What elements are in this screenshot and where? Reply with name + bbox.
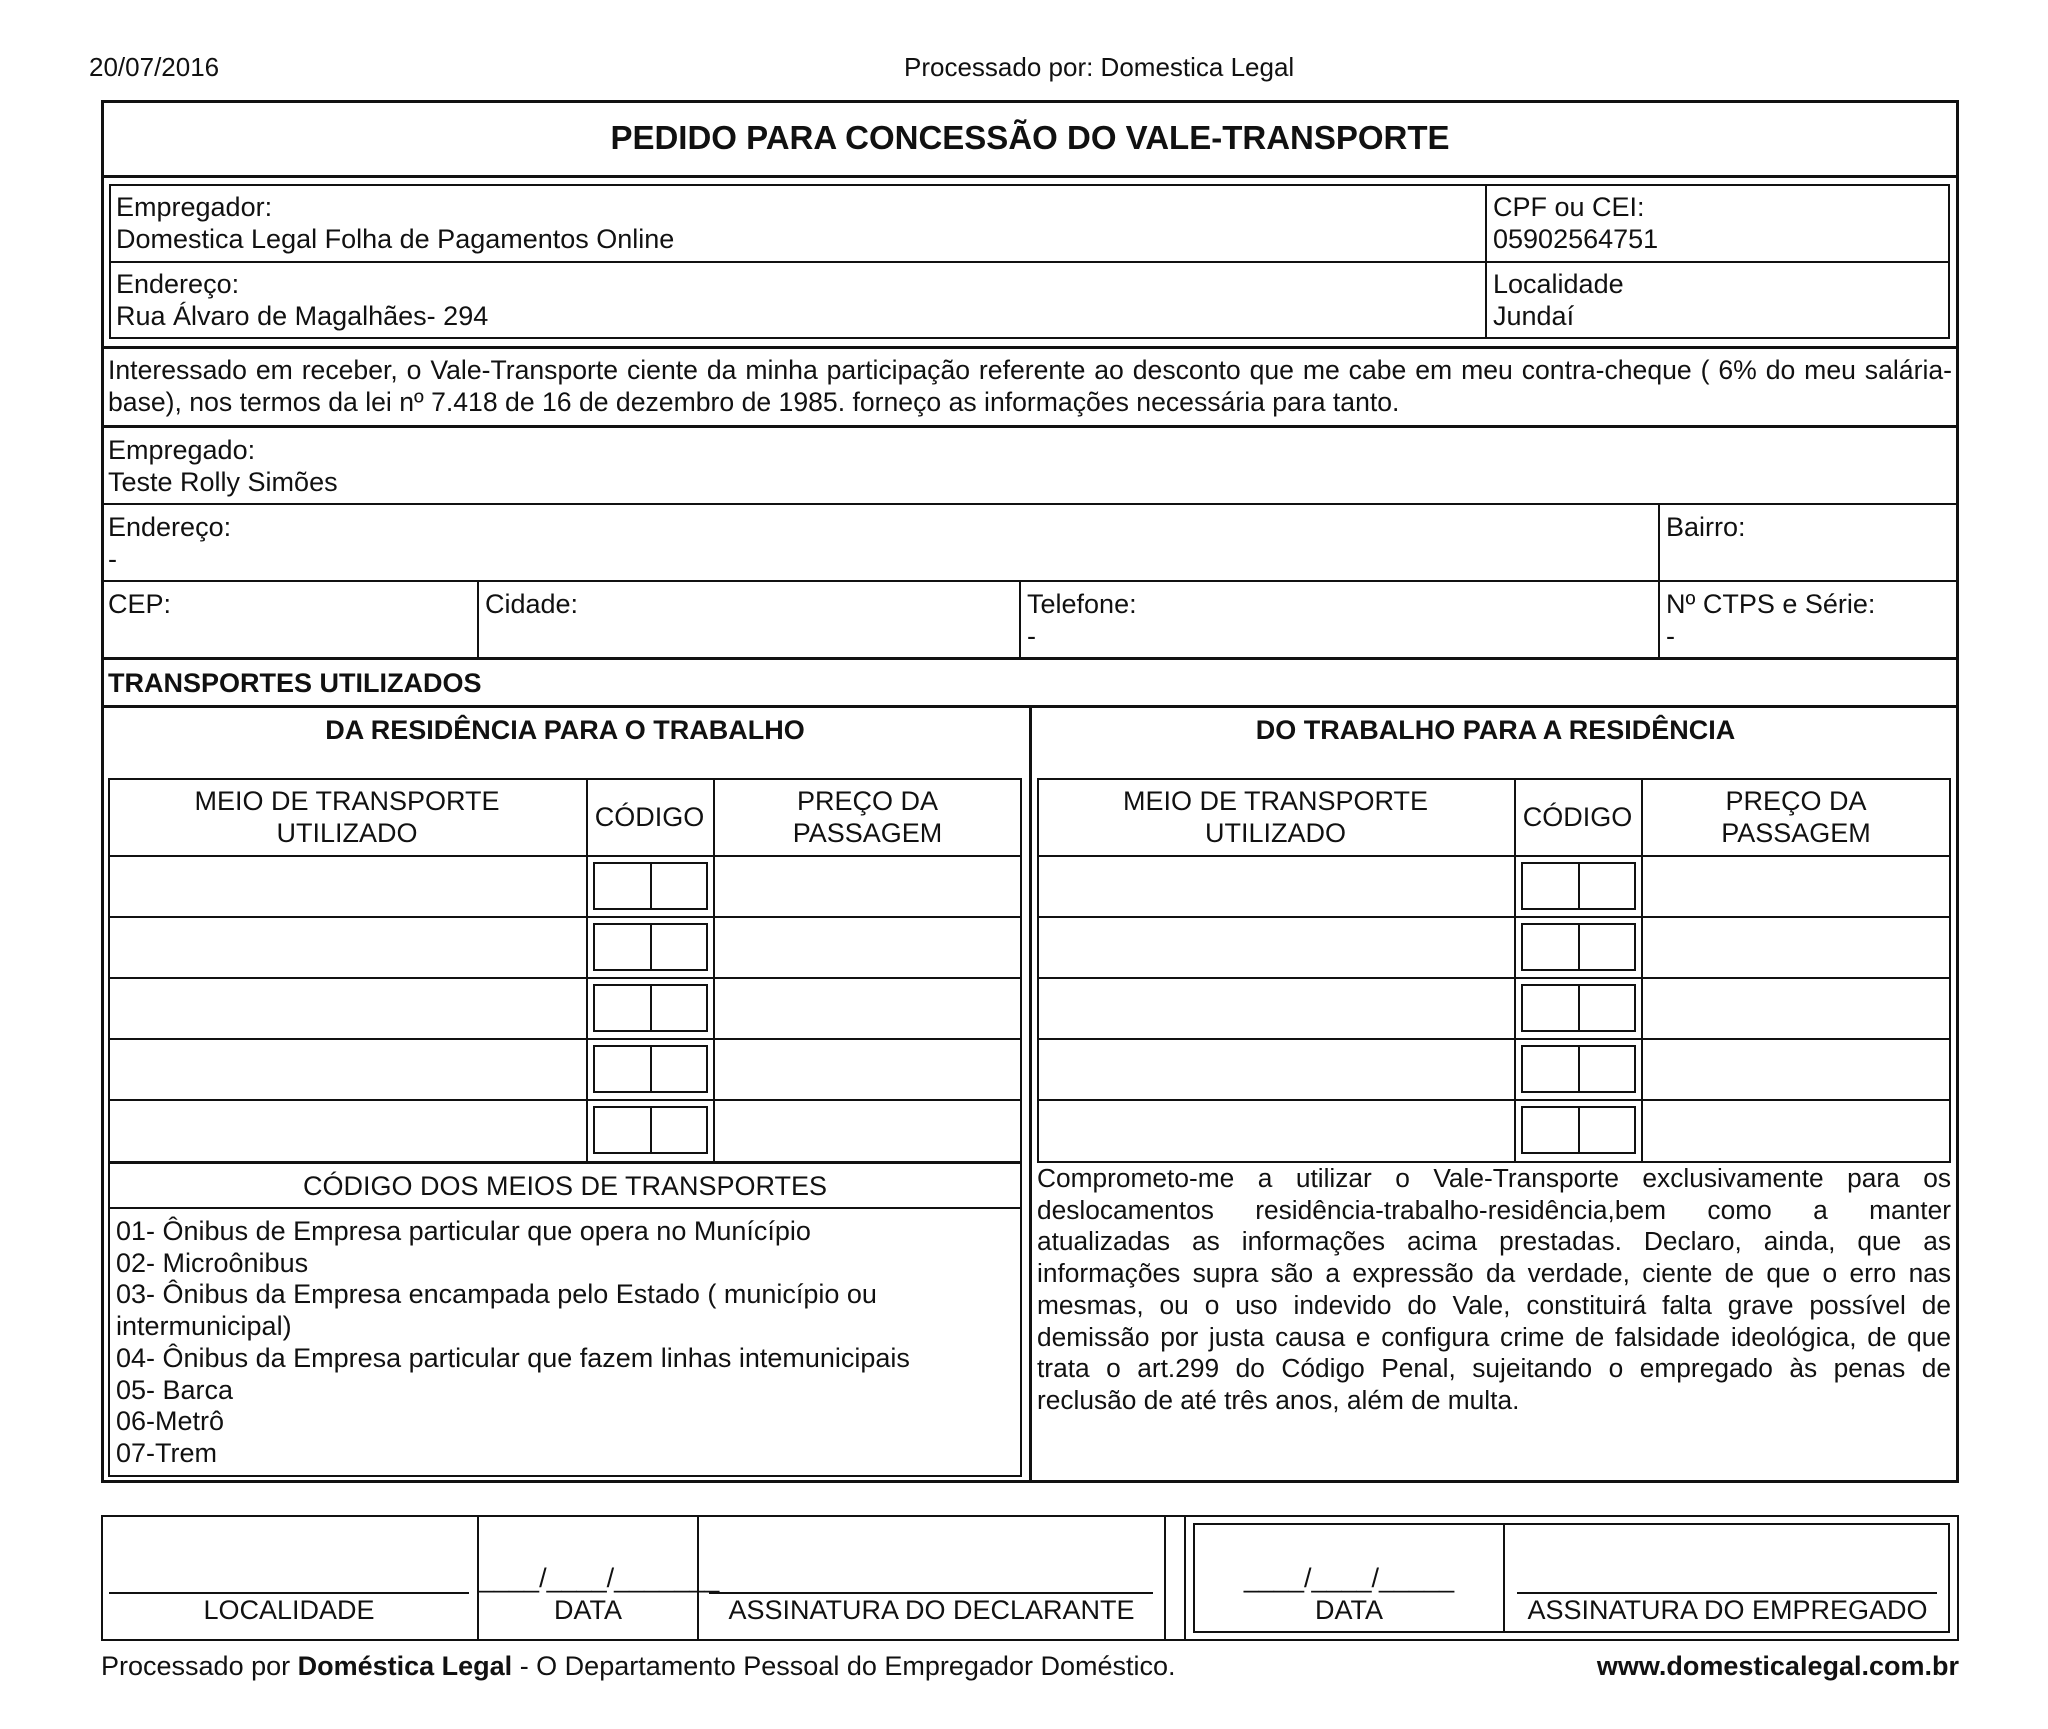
left-col-codigo: CÓDIGO (594, 802, 705, 832)
divider (108, 1207, 1022, 1209)
table-row-line (1037, 916, 1951, 918)
code-item: 03- Ônibus da Empresa encampada pelo Estado ( município ou (116, 1279, 877, 1310)
commitment-text: Comprometo-me a utilizar o Vale-Transporte exclusivamente para os deslocamentos residência-trabalho-residência,bem como a manter atualizadas as informações acima prestadas. Declaro, ainda, que as informações supra são a expressão da verdade, ciente de que o erro nas mesmas, ou o uso indevido do Vale, constituirá falta grave possível de demissão por justa causa e configura crime de falsidade ideológica, de que trata o art.299 do Código Penal, sujeitando o empregado às penas de reclusão de até três anos, além de multa. (1037, 1163, 1951, 1415)
bairro-label: Bairro: (1666, 512, 1746, 542)
divider (1184, 1515, 1186, 1641)
divider (586, 778, 588, 1163)
divider (101, 346, 1959, 349)
footer-processed-by (101, 1650, 1176, 1682)
footer-prefix: Processado por (101, 1651, 298, 1681)
table-row-line (108, 916, 1022, 918)
footer-suffix: - O Departamento Pessoal do Empregador Doméstico. (512, 1651, 1176, 1681)
cpf-value: 05902564751 (1493, 224, 1659, 254)
divider (1164, 1515, 1166, 1641)
date-blank-right: ____/____/_____ (1243, 1563, 1455, 1593)
telefone-label: Telefone: (1027, 589, 1137, 619)
transports-section-title: TRANSPORTES UTILIZADOS (108, 668, 482, 698)
table-row-line (108, 1161, 1022, 1164)
table-row-line (108, 855, 1022, 857)
cidade-label: Cidade: (485, 589, 579, 619)
left-col-preco-1: PREÇO DA (796, 786, 939, 816)
telefone-value: - (1027, 621, 1036, 651)
transport-codes-list (116, 1216, 1016, 1470)
footer-url[interactable]: www.domesticalegal.com.br (1596, 1651, 1959, 1681)
left-direction-title: DA RESIDÊNCIA PARA O TRABALHO (325, 715, 805, 745)
code-box-divider (1578, 862, 1580, 910)
employer-address-value: Rua Álvaro de Magalhães- 294 (116, 301, 489, 331)
data-right-label: DATA (1314, 1595, 1383, 1625)
divider (101, 425, 1959, 428)
code-item: 07-Trem (116, 1437, 218, 1468)
code-box-divider (1578, 923, 1580, 971)
divider (101, 580, 1959, 582)
processed-by-header: Processado por: Domestica Legal (904, 52, 1295, 82)
divider (101, 657, 1959, 660)
employee-address-value: - (108, 544, 117, 574)
left-col-meio-2: UTILIZADO (276, 818, 418, 848)
footer-brand: Doméstica Legal (297, 1651, 513, 1681)
right-direction-title: DO TRABALHO PARA A RESIDÊNCIA (1255, 715, 1736, 745)
divider (477, 580, 479, 659)
divider (1485, 184, 1487, 339)
code-item: 04- Ônibus da Empresa particular que fazem linhas intemunicipais (116, 1342, 910, 1373)
employer-address-label: Endereço: (116, 269, 240, 299)
employer-label: Empregador: (116, 192, 273, 222)
table-row-line (1037, 1038, 1951, 1040)
right-col-meio-2: UTILIZADO (1204, 818, 1346, 848)
code-item: 02- Microônibus (116, 1247, 309, 1278)
cpf-label: CPF ou CEI: (1493, 192, 1645, 222)
table-row-line (1037, 1099, 1951, 1101)
ctps-value: - (1666, 621, 1675, 651)
employee-value: Teste Rolly Simões (108, 467, 338, 497)
locality-value: Jundaí (1493, 301, 1575, 331)
divider (1029, 705, 1032, 1483)
code-item: intermunicipal) (116, 1311, 292, 1342)
code-box-divider (650, 862, 652, 910)
code-box-divider (650, 1106, 652, 1154)
table-row-line (108, 977, 1022, 979)
table-row-line (1037, 977, 1951, 979)
code-box-divider (650, 1045, 652, 1093)
divider (101, 175, 1959, 178)
localidade-label: LOCALIDADE (203, 1595, 375, 1625)
employee-address-label: Endereço: (108, 512, 232, 542)
print-date: 20/07/2016 (89, 52, 220, 82)
divider (101, 503, 1959, 505)
left-col-meio-1: MEIO DE TRANSPORTE (194, 786, 500, 816)
code-box-divider (650, 923, 652, 971)
divider (109, 261, 1950, 263)
right-col-preco-1: PREÇO DA (1725, 786, 1867, 816)
cep-label: CEP: (108, 589, 172, 619)
code-box-divider (1578, 1106, 1580, 1154)
code-box-divider (1578, 1045, 1580, 1093)
table-row-line (1037, 855, 1951, 857)
employee-signature-label: ASSINATURA DO EMPREGADO (1527, 1595, 1928, 1625)
form-title: PEDIDO PARA CONCESSÃO DO VALE-TRANSPORTE (610, 119, 1450, 156)
locality-label: Localidade (1493, 269, 1624, 299)
right-col-preco-2: PASSAGEM (1721, 818, 1871, 848)
divider (1019, 580, 1021, 659)
ctps-label: Nº CTPS e Série: (1666, 589, 1876, 619)
table-row-line (108, 1099, 1022, 1101)
employer-value: Domestica Legal Folha de Pagamentos Online (116, 224, 675, 254)
codes-title: CÓDIGO DOS MEIOS DE TRANSPORTES (302, 1171, 828, 1201)
date-blank-left: ____/____/_______ (479, 1563, 720, 1593)
declarant-signature-label: ASSINATURA DO DECLARANTE (728, 1595, 1135, 1625)
code-item: 05- Barca (116, 1374, 234, 1405)
divider (1514, 778, 1516, 1163)
code-item: 06-Metrô (116, 1406, 225, 1437)
table-row-line (108, 1038, 1022, 1040)
statement-text: Interessado em receber, o Vale-Transporte ciente da minha participação referente ao desconto que me cabe em meu contra-cheque ( 6% do meu salária-base), nos termos da lei nº 7.418 de 16 de dezembro de 1985. forneço as informações necessária para tanto. (108, 355, 1952, 417)
left-col-preco-2: PASSAGEM (792, 818, 943, 848)
code-box-divider (1578, 984, 1580, 1032)
code-item: 01- Ônibus de Empresa particular que opera no Munícípio (116, 1216, 811, 1246)
code-box-divider (650, 984, 652, 1032)
employee-label: Empregado: (108, 435, 256, 465)
right-col-meio-1: MEIO DE TRANSPORTE (1122, 786, 1429, 816)
right-col-codigo: CÓDIGO (1522, 802, 1633, 832)
data-left-label: DATA (553, 1595, 622, 1625)
